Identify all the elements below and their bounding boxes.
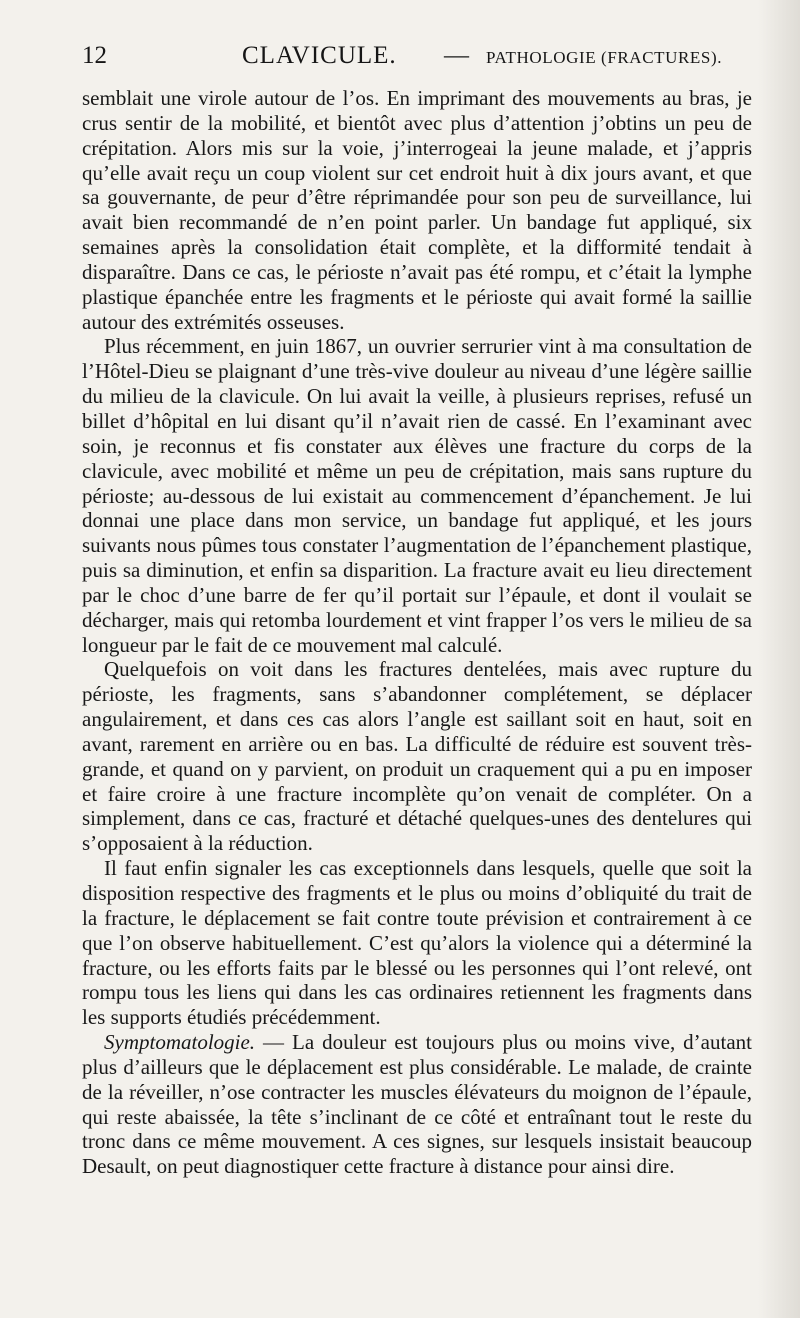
- page-number: 12: [82, 42, 107, 69]
- running-title: CLAVICULE.: [242, 42, 397, 69]
- paragraph-case-1867: Plus récemment, en juin 1867, un ouvrier serrurier vint à ma consultation de l’Hôtel-Dieu se plaignant d’une très-vive douleur au niveau d’une légère saillie du milieu de la clavicule. On lui avait la veille, à plusieurs reprises, refusé un billet d’hôpital en lui disant qu’il n’avait rien de cassé. En l’examinant avec soin, je reconnus et fis constater aux élèves une fracture du corps de la clavicule, avec mobilité et même un peu de crépitation, mais sans rupture du périoste; au-dessous de lui existait au commencement d’épanchement. Je lui donnai une place dans mon service, un bandage fut appliqué, et les jours suivants nous pûmes tous constater l’augmentation de l’épanchement plastique, puis sa diminution, et enfin sa disparition. La fracture avait eu lieu directement par le choc d’une barre de fer qu’il portait sur l’épaule, et dont il voulait se décharger, mais qui retomba lourdement et vint frapper l’os vers le milieu de sa longueur par le fait de ce mouvement mal calculé.: [82, 334, 752, 657]
- symptomatologie-text: — La douleur est toujours plus ou moins vive, d’autant plus d’ailleurs que le déplacement est plus considérable. Le malade, de crainte de la réveiller, n’ose contracter les muscles élévateurs du moignon de l’épaule, qui reste abaissée, la tête s’inclinant de ce côté et entraînant tout le reste du tronc dans ce même mouvement. A ces signes, sur lesquels insistait beaucoup Desault, on peut diagnostiquer cette fracture à distance pour ainsi dire.: [82, 1030, 752, 1179]
- paragraph-symptomatologie: [82, 1030, 752, 1179]
- section-heading-symptomatologie: Symptomatologie.: [104, 1030, 256, 1055]
- running-dash: —: [444, 42, 469, 69]
- paragraph-exceptionnels: Il faut enfin signaler les cas exceptionnels dans lesquels, quelle que soit la disposition respective des fragments et le plus ou moins d’obliquité du trait de la fracture, le déplacement se fait contre toute prévision et contrairement à ce que l’on observe habituellement. C’est qu’alors la violence qui a déterminé la fracture, ou les efforts faits par le blessé ou les personnes qui l’ont relevé, ont rompu tous les liens qui dans les cas ordinaires retiennent les fragments dans les supports étudiés précédemment.: [82, 856, 752, 1030]
- page-edge-shadow: [758, 0, 800, 1318]
- paragraph-continuation: semblait une virole autour de l’os. En imprimant des mouvements au bras, je crus sentir de la mobilité, et bientôt avec plus d’attention j’obtins un peu de crépitation. Alors mis sur la voie, j’interrogeai la jeune malade, et j’appris qu’elle avait reçu un coup violent sur cet endroit huit à dix jours avant, et que sa gouvernante, de peur d’être réprimandée pour son peu de surveillance, lui avait bien recommandé de n’en point parler. Un bandage fut appliqué, six semaines après la consolidation était complète, et la difformité tendait à disparaître. Dans ce cas, le périoste n’avait pas été rompu, et c’était la lymphe plastique épanchée entre les fragments et le périoste qui avait formé la saillie autour des extrémités osseuses.: [82, 86, 752, 334]
- body-text: [82, 86, 752, 1179]
- running-header: [82, 38, 752, 72]
- paragraph-dentelees: Quelquefois on voit dans les fractures dentelées, mais avec rupture du périoste, les fragments, sans s’abandonner complétement, se déplacer angulairement, et dans ces cas alors l’angle est saillant soit en haut, soit en avant, rarement en arrière ou en bas. La difficulté de réduire est souvent très-grande, et quand on y parvient, on produit un craquement qui a pu en imposer et faire croire à une fracture incomplète qu’on venait de compléter. On a simplement, dans ce cas, fracturé et détaché quelques-unes des dentelures qui s’opposaient à la réduction.: [82, 657, 752, 856]
- running-subtitle: PATHOLOGIE (FRACTURES).: [486, 48, 723, 67]
